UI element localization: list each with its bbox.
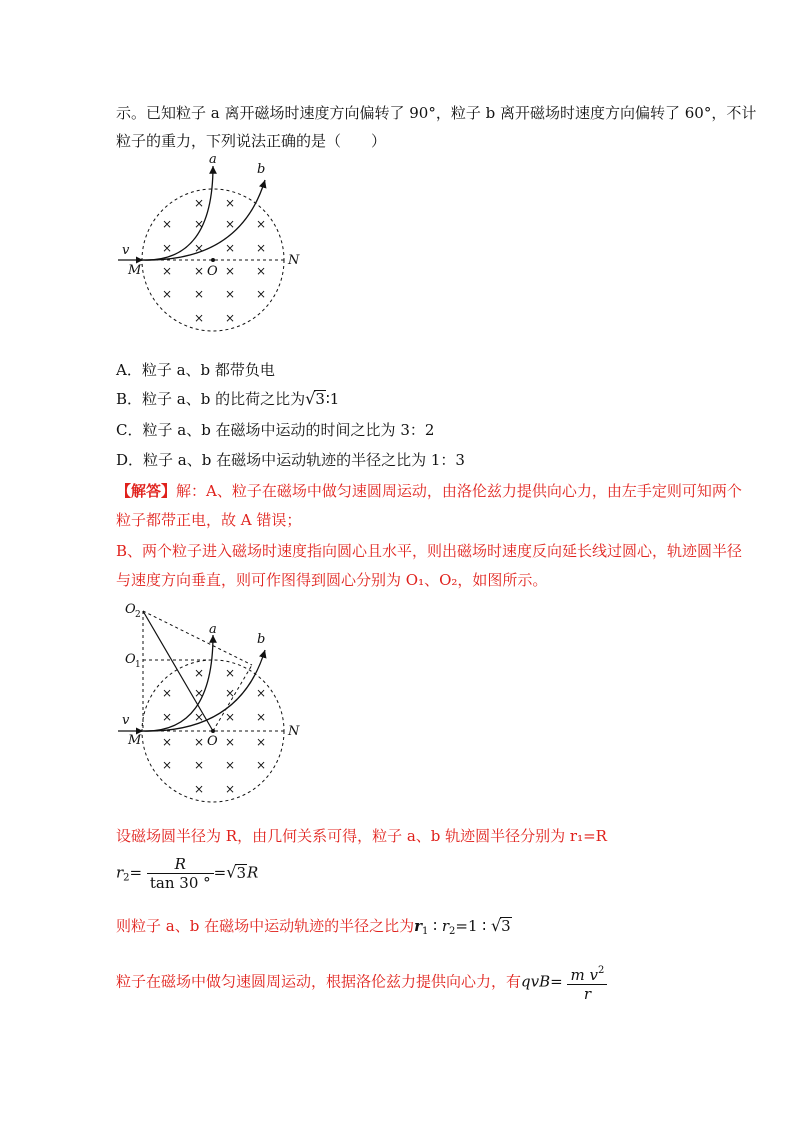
svg-text:×: × bbox=[255, 758, 267, 772]
solution-line-6: 则粒子 a、b 在磁场中运动轨迹的半径之比为$r_1$ ∶ $r_2=1$ ∶ √3 bbox=[116, 916, 511, 937]
answer-line-3: B、两个粒子进入磁场时速度指向圆心且水平，则出磁场时速度反向延长线过圆心，轨迹圆半径 bbox=[116, 542, 743, 560]
svg-text:2: 2 bbox=[135, 610, 141, 620]
svg-text:×: × bbox=[161, 217, 173, 231]
svg-text:×: × bbox=[255, 735, 267, 749]
label-o: O bbox=[207, 264, 218, 279]
svg-text:×: × bbox=[255, 217, 267, 231]
svg-text:×: × bbox=[224, 710, 236, 724]
svg-text:×: × bbox=[224, 666, 236, 680]
option-a: A．粒子 a、b 都带负电 bbox=[116, 361, 275, 379]
svg-text:×: × bbox=[193, 782, 205, 796]
svg-text:×: × bbox=[224, 217, 236, 231]
svg-text:O: O bbox=[125, 652, 136, 667]
svg-text:×: × bbox=[193, 666, 205, 680]
svg-text:×: × bbox=[193, 311, 205, 325]
equation-r2: $r_2=$ $\frac{R}{\tan 30 ^\circ}$ =√3R bbox=[116, 855, 259, 892]
center-dot bbox=[211, 258, 215, 262]
svg-text:O: O bbox=[125, 602, 136, 617]
svg-text:×: × bbox=[161, 735, 173, 749]
svg-text:×: × bbox=[224, 311, 236, 325]
svg-text:×: × bbox=[224, 758, 236, 772]
svg-text:a: a bbox=[209, 622, 217, 637]
option-c: C．粒子 a、b 在磁场中运动的时间之比为 3：2 bbox=[116, 421, 435, 439]
figure-1 bbox=[110, 150, 310, 335]
svg-text:×: × bbox=[193, 241, 205, 255]
svg-text:×: × bbox=[193, 287, 205, 301]
svg-text:×: × bbox=[224, 196, 236, 210]
option-b: B．粒子 a、b 的比荷之比为√3∶1 bbox=[116, 389, 340, 408]
answer-line-4: 与速度方向垂直，则可作图得到圆心分别为 O₁、O₂，如图所示。 bbox=[116, 571, 548, 589]
svg-text:M: M bbox=[128, 733, 142, 748]
svg-text:×: × bbox=[224, 782, 236, 796]
label-a: a bbox=[209, 152, 217, 167]
answer-tag: 【解答】 bbox=[116, 482, 177, 500]
svg-text:×: × bbox=[255, 287, 267, 301]
svg-text:×: × bbox=[224, 241, 236, 255]
label-m: M bbox=[128, 263, 142, 278]
svg-text:×: × bbox=[193, 758, 205, 772]
label-b: b bbox=[257, 162, 266, 177]
question-line-1: 示。已知粒子 a 离开磁场时速度方向偏转了 90°，粒子 b 离开磁场时速度方向偏转了 60°，不计 bbox=[116, 104, 757, 122]
svg-text:v: v bbox=[122, 713, 130, 728]
svg-text:×: × bbox=[193, 710, 205, 724]
svg-text:×: × bbox=[161, 287, 173, 301]
svg-text:×: × bbox=[224, 264, 236, 278]
answer-line-2: 粒子都带正电，故 A 错误； bbox=[116, 511, 302, 529]
svg-text:×: × bbox=[161, 686, 173, 700]
svg-text:1: 1 bbox=[135, 660, 141, 670]
svg-text:×: × bbox=[161, 710, 173, 724]
svg-text:×: × bbox=[193, 196, 205, 210]
svg-text:×: × bbox=[193, 735, 205, 749]
svg-text:×: × bbox=[193, 686, 205, 700]
solution-line-7: 粒子在磁场中做匀速圆周运动，根据洛伦兹力提供向心力，有qvB= $\frac{m v^2}{r}$ bbox=[116, 962, 607, 1003]
svg-text:×: × bbox=[161, 758, 173, 772]
svg-text:×: × bbox=[255, 264, 267, 278]
svg-text:×: × bbox=[193, 217, 205, 231]
svg-text:×: × bbox=[224, 686, 236, 700]
svg-text:×: × bbox=[255, 710, 267, 724]
label-v: v bbox=[122, 243, 130, 258]
svg-text:b: b bbox=[257, 632, 266, 647]
svg-text:×: × bbox=[161, 264, 173, 278]
svg-text:O: O bbox=[207, 734, 218, 749]
figure-2 bbox=[110, 598, 310, 806]
answer-line-1: 【解答】解：A、粒子在磁场中做匀速圆周运动，由洛伦兹力提供向心力，由左手定则可知两个 bbox=[116, 482, 742, 500]
option-d: D．粒子 a、b 在磁场中运动轨迹的半径之比为 1：3 bbox=[116, 451, 465, 469]
svg-text:×: × bbox=[224, 735, 236, 749]
solution-line-5: 设磁场圆半径为 R，由几何关系可得，粒子 a、b 轨迹圆半径分别为 r₁=R bbox=[116, 827, 607, 845]
label-n: N bbox=[288, 253, 300, 268]
svg-text:×: × bbox=[161, 241, 173, 255]
question-line-2: 粒子的重力，下列说法正确的是（ ） bbox=[116, 132, 387, 150]
svg-text:N: N bbox=[288, 724, 300, 739]
svg-text:×: × bbox=[255, 686, 267, 700]
svg-text:×: × bbox=[224, 287, 236, 301]
svg-text:×: × bbox=[255, 241, 267, 255]
svg-text:×: × bbox=[193, 264, 205, 278]
